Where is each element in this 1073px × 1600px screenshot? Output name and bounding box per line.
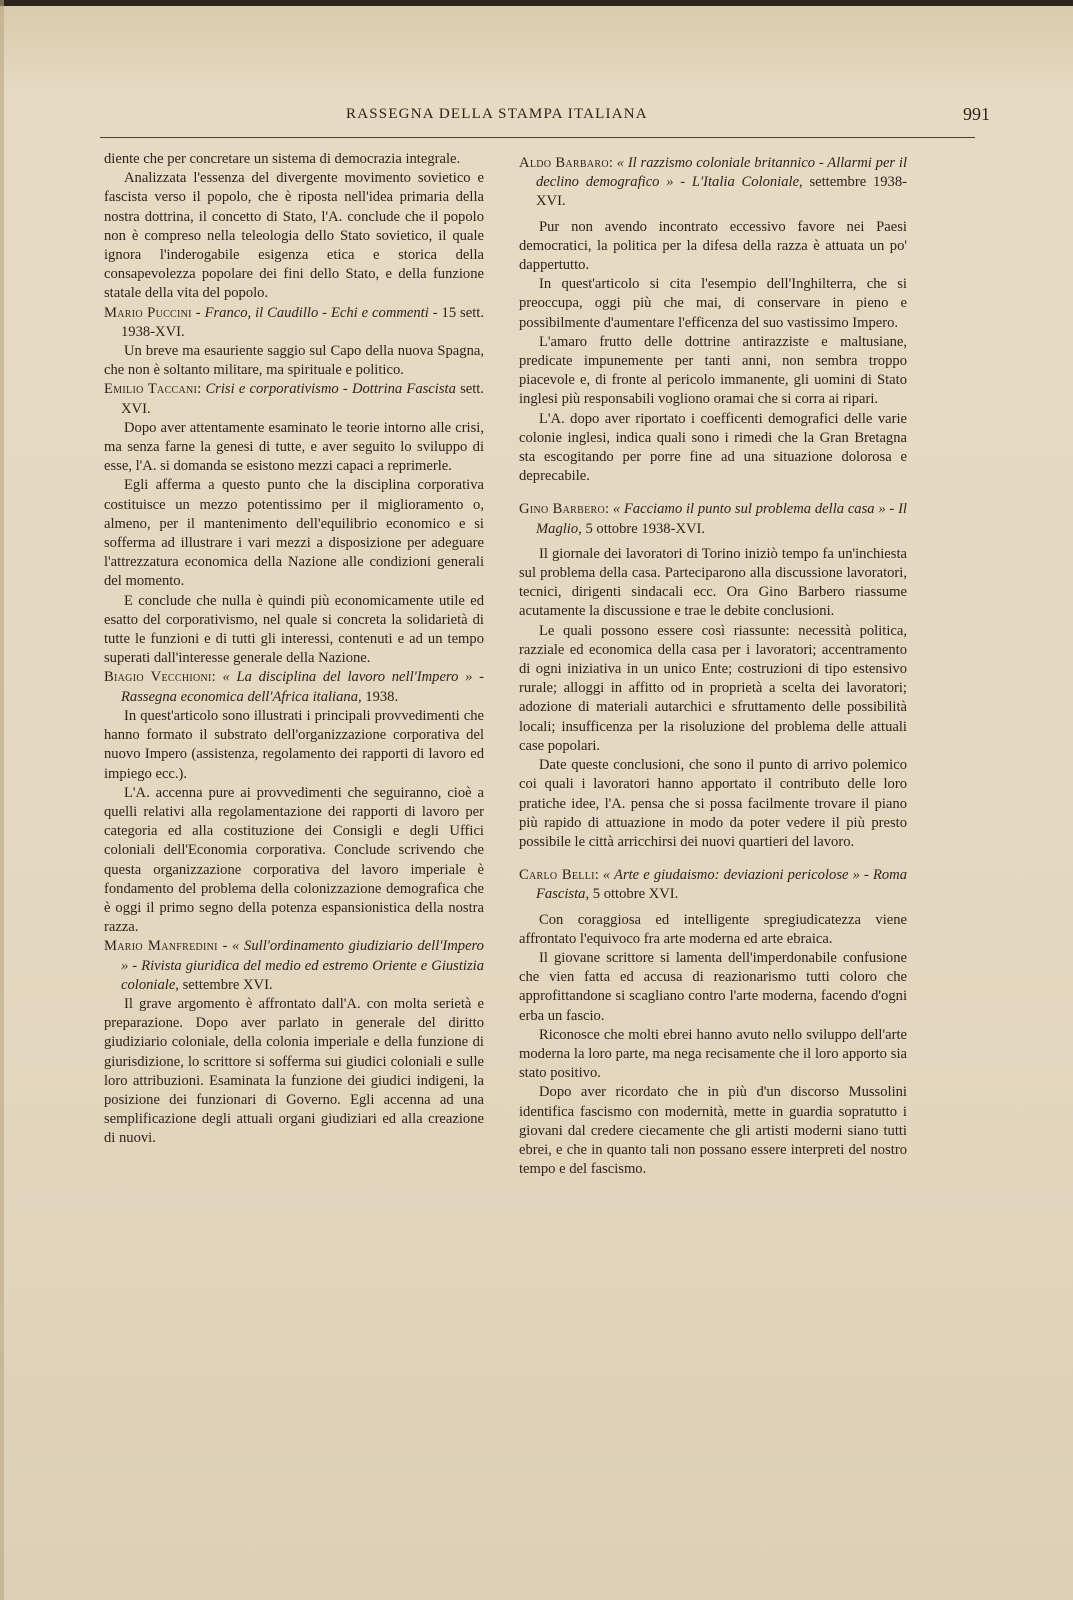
- entry-title: « Il razzismo coloniale britannico - Allarmi per il declino demografico »: [536, 155, 908, 191]
- header-rule: [100, 137, 975, 138]
- bibliography-entry: [104, 668, 484, 706]
- entry-source: Rivista giuridica del medio ed estremo Oriente e Giustizia coloniale,: [121, 957, 484, 993]
- entry-date: settembre 1938-XVI.: [536, 174, 907, 210]
- left-column: [104, 150, 484, 1149]
- paragraph: In quest'articolo sono illustrati i principali provvedimenti che hanno formato il substrato dell'organizzazione corporativa del nuovo Impero (assistenza, regolamento dei rapporti di lavoro ed impiego ecc.).: [104, 707, 484, 782]
- paragraph: Riconosce che molti ebrei hanno avuto nello sviluppo dell'arte moderna la loro parte, ma nega recisamente che il loro apporto sia stato positivo.: [519, 1026, 907, 1082]
- entry-separator: -: [191, 304, 205, 321]
- entry-author: Emilio Taccani: [104, 381, 198, 398]
- bibliography-entry: [104, 304, 484, 342]
- paragraph: Dopo aver attentamente esaminato le teorie intorno alle crisi, ma senza farne la genesi di tutte, e aver seguito lo sviluppo di esse, l'A. si domanda se esistono mezzi capaci a reprimerle.: [104, 419, 484, 475]
- page-number: 991: [963, 104, 990, 124]
- paragraph: Analizzata l'essenza del divergente movimento sovietico e fascista verso il popolo, che è riposta nell'idea primaria della nostra dottrina, il concetto di Stato, l'A. conclude che il popolo non è compreso nella teleologia dello Stato sovietico, il quale ignora l'inderogabile esigenza etica e storica della consapevolezza popolare dei fini dello Stato, e della funzione statale della vita del popolo.: [104, 170, 484, 302]
- paragraph: Pur non avendo incontrato eccessivo favore nei Paesi democratici, la politica per la difesa della razza è attuata un po' dappertutto.: [519, 218, 907, 274]
- bibliography-entry: [104, 380, 484, 418]
- entry-source: Dottrina Fascista: [351, 381, 456, 398]
- entry-author: Carlo Belli: [519, 867, 595, 884]
- entry-author: Mario Puccini: [104, 304, 192, 321]
- entry-date: - 15 sett. 1938-XVI.: [121, 304, 484, 340]
- paragraph: Dopo aver ricordato che in più d'un discorso Mussolini identifica fascismo con modernità, mette in guardia sopratutto i giovani dal credere ciecamente che gli artisti moderni siano tutti ebrei, e che in quanto tali non possano essere interpreti del nostro tempo e del fascismo.: [519, 1084, 907, 1178]
- entry-source: Il Maglio,: [536, 501, 907, 537]
- entry-source: Rassegna economica dell'Africa italiana,: [121, 688, 362, 705]
- entry-separator: :: [211, 669, 223, 686]
- entry-title: Franco, il Caudillo: [204, 304, 319, 321]
- entry-separator: :: [608, 155, 617, 171]
- entry-source: Echi e commenti: [330, 304, 429, 321]
- bibliography-entry: [519, 500, 907, 538]
- entry-separator: -: [318, 304, 331, 321]
- entry-separator: -: [217, 938, 233, 955]
- entry-title: « Sull'ordinamento giudiziario dell'Impero »: [121, 938, 484, 974]
- entry-author: Mario Manfredini: [104, 938, 218, 955]
- entry-separator: -: [673, 174, 692, 191]
- bibliography-entry: [519, 866, 907, 904]
- paragraph: Il giovane scrittore si lamenta dell'imperdonabile confusione che vien fatta ed accusa di reazionarismo tutti coloro che approfittandone si scagliano contro l'arte moderna, facendo d'ogni erba un fascio.: [519, 949, 907, 1024]
- paragraph: diente che per concretare un sistema di democrazia integrale.: [104, 151, 461, 167]
- entry-separator: -: [338, 381, 352, 398]
- bibliography-entry: [519, 154, 907, 212]
- entry-title: Crisi e corporativismo: [205, 381, 339, 398]
- header-title: RASSEGNA DELLA STAMPA ITALIANA: [346, 106, 648, 122]
- paragraph: L'A. dopo aver riportato i coefficenti demografici delle varie colonie inglesi, indica quali sono i rimedi che la Gran Bretagna sta escogitando per porre fine ad una situazione dolorosa e deprecabile.: [519, 410, 907, 485]
- paragraph: Date queste conclusioni, che sono il punto di arrivo polemico coi quali i lavoratori hanno apportato il contributo delle loro pratiche idee, l'A. pensa che si possa facilmente trovare il piano più rapido di attuazione in modo da poter vedere il più presto possibile le città arricchirsi dei nuovi quartieri del lavoro.: [519, 757, 907, 850]
- bibliography-entry: [104, 937, 484, 995]
- entry-date: 1938.: [361, 688, 399, 705]
- entry-title: « Arte e giudaismo: deviazioni pericolose »: [602, 867, 860, 884]
- entry-author: Biagio Vecchioni: [104, 669, 212, 686]
- entry-separator: -: [472, 669, 484, 686]
- scan-left-edge: [0, 0, 4, 1600]
- entry-separator: :: [594, 867, 603, 884]
- entry-date: 5 ottobre 1938-XVI.: [581, 520, 706, 537]
- entry-source: Roma Fascista,: [536, 867, 907, 903]
- right-column: [519, 150, 907, 1179]
- entry-separator: -: [128, 957, 142, 974]
- paragraph: Il giornale dei lavoratori di Torino iniziò tempo fa un'inchiesta sul problema della casa. Parteciparono alla discussione lavoratori, tecnici, dirigenti sindacali ecc. Ora Gino Barbero riassume acutamente la discussione e trae le debite conclusioni.: [519, 545, 907, 620]
- entry-date: sett. XVI.: [121, 381, 484, 417]
- entry-title: « La disciplina del lavoro nell'Impero »: [222, 669, 473, 686]
- entry-date: settembre XVI.: [178, 976, 273, 993]
- paragraph: Il grave argomento è affrontato dall'A. con molta serietà e preparazione. Dopo aver parlato in generale del diritto giudiziario coloniale, della colonia imperiale e della funzione di giurisdizione, lo scrittore si sofferma sui giudici coloniali e sulle loro attribuzioni. Esaminata la funzione dei giudici indigeni, la posizione dei funzionari di Governo. Egli accenna ad una semplificazione degli attuali organi giudiziari ed alla creazione di nuovi.: [104, 995, 484, 1147]
- entry-source: L'Italia Coloniale,: [691, 174, 803, 191]
- running-header: [100, 106, 990, 134]
- entry-author: Aldo Barbaro: [519, 155, 609, 171]
- paragraph: E conclude che nulla è quindi più economicamente utile ed esatto del corporativismo, nel quale si concreta la solidarietà di tutte le funzioni e di tutti gli interessi, contenuti e ad un tempo superati dall'interesse generale della Nazione.: [104, 592, 484, 667]
- paragraph: Un breve ma esauriente saggio sul Capo della nuova Spagna, che non è soltanto militare, ma spirituale e politico.: [104, 343, 484, 379]
- entry-separator: -: [859, 867, 873, 884]
- entry-title: « Facciamo il punto sul problema della casa »: [612, 501, 886, 518]
- entry-separator: :: [197, 381, 206, 398]
- paragraph: Egli afferma a questo punto che la disciplina corporativa costituisce un mezzo potentissimo per il miglioramento o, almeno, per il mantenimento dell'equilibrio economico e si sofferma ad illustrare i vari mezzi a disposizione per adeguare l'attrezzatura economica della Nazione alle condizioni generali del momento.: [104, 477, 484, 590]
- paragraph: L'amaro frutto delle dottrine antirazziste e maltusiane, predicate impunemente per tanti anni, non sembra troppo piacevole e, di fronte al pericolo immanente, gli uomini di Stato inglesi più responsabili vogliono oramai che si corra ai ripari.: [519, 333, 907, 408]
- scan-top-border: [0, 0, 1073, 6]
- entry-author: Gino Barbero: [519, 501, 605, 518]
- entry-separator: -: [885, 501, 899, 518]
- entry-date: 5 ottobre XVI.: [589, 886, 679, 903]
- entry-separator: :: [604, 501, 613, 518]
- paragraph: Le quali possono essere così riassunte: necessità politica, razziale ed economica della casa per i lavoratori; accentramento di ogni iniziativa in un unico Ente; costruzioni di tipo estensivo rurale; alloggi in affitto od in proprietà a scelta dei lavoratori; adozione di materiali autarchici e sfruttamento delle possibilità locali; insufficenza per la risoluzione del problema delle attuali case popolari.: [519, 622, 907, 754]
- paragraph: In quest'articolo si cita l'esempio dell'Inghilterra, che si preoccupa, oggi più che mai, di conservare in pieno e possibilmente d'aumentare l'efficenza del suo vastissimo Impero.: [519, 276, 907, 331]
- paragraph: L'A. accenna pure ai provvedimenti che seguiranno, cioè a quelli relativi alla regolamentazione dei rapporti di lavoro per categoria ed alla costituzione dei Consigli e degli Uffici coloniali dell'Economia corporativa. Conclude scrivendo che questa organizzazione corporativa del lavoro imperiale è fondamento del problema della colonizzazione demografica che è oggi il primo segno della potenza espansionistica della nostra razza.: [104, 784, 484, 936]
- paragraph: Con coraggiosa ed intelligente spregiudicatezza viene affrontato l'equivoco fra arte moderna ed arte ebraica.: [519, 911, 907, 947]
